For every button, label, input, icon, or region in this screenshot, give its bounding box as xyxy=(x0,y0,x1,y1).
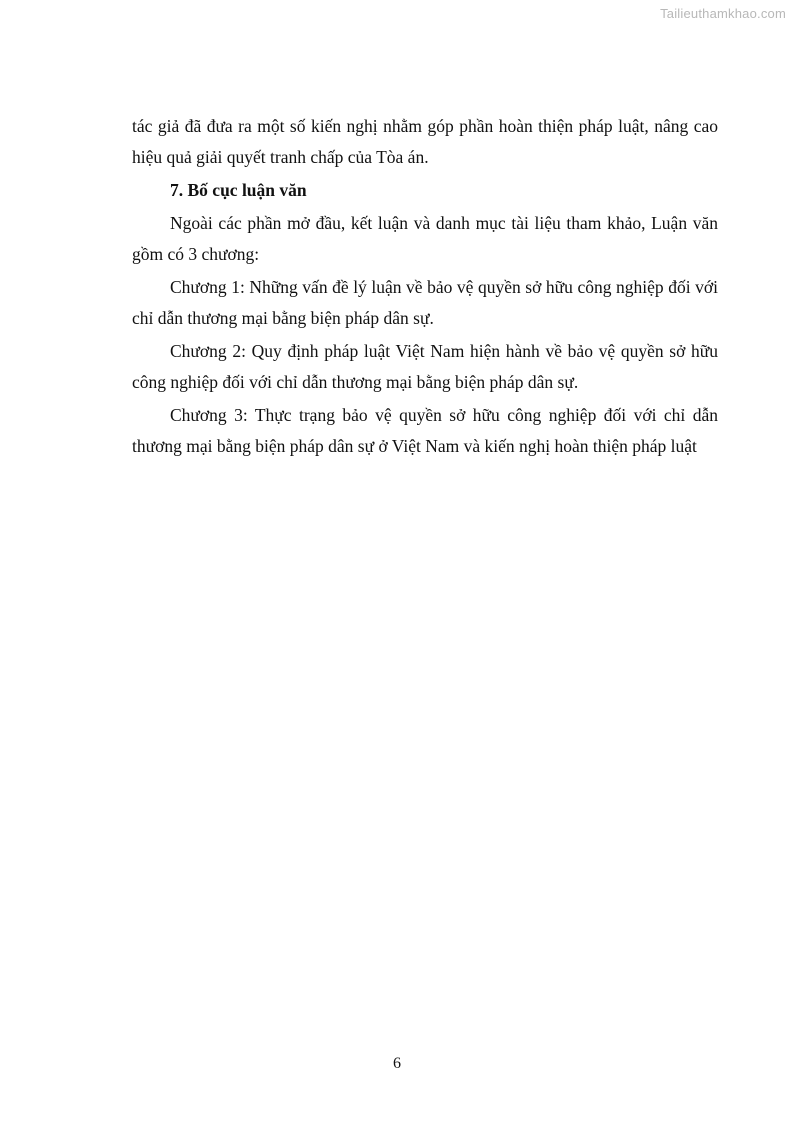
continuation-paragraph: tác giả đã đưa ra một số kiến nghị nhằm góp phần hoàn thiện pháp luật, nâng cao hiệu quả giải quyết tranh chấp của Tòa án. xyxy=(132,116,718,167)
body-paragraph-chapter-2: Chương 2: Quy định pháp luật Việt Nam hiện hành về bảo vệ quyền sở hữu công nghiệp đối với chỉ dẫn thương mại bằng biện pháp dân sự. xyxy=(132,341,718,392)
section-heading: 7. Bố cục luận văn xyxy=(170,180,307,200)
page-number: 6 xyxy=(393,1055,401,1072)
body-paragraph-chapter-1: Chương 1: Những vấn đề lý luận về bảo vệ quyền sở hữu công nghiệp đối với chỉ dẫn thương mại bằng biện pháp dân sự. xyxy=(132,277,718,328)
document-body xyxy=(132,111,718,464)
watermark-text: Tailieuthamkhao.com xyxy=(660,6,786,21)
body-paragraph-intro: Ngoài các phần mở đầu, kết luận và danh mục tài liệu tham khảo, Luận văn gồm có 3 chương: xyxy=(132,213,718,264)
body-paragraph-chapter-3: Chương 3: Thực trạng bảo vệ quyền sở hữu công nghiệp đối với chỉ dẫn thương mại bằng biện pháp dân sự ở Việt Nam và kiến nghị hoàn thiện pháp luật xyxy=(132,405,718,456)
